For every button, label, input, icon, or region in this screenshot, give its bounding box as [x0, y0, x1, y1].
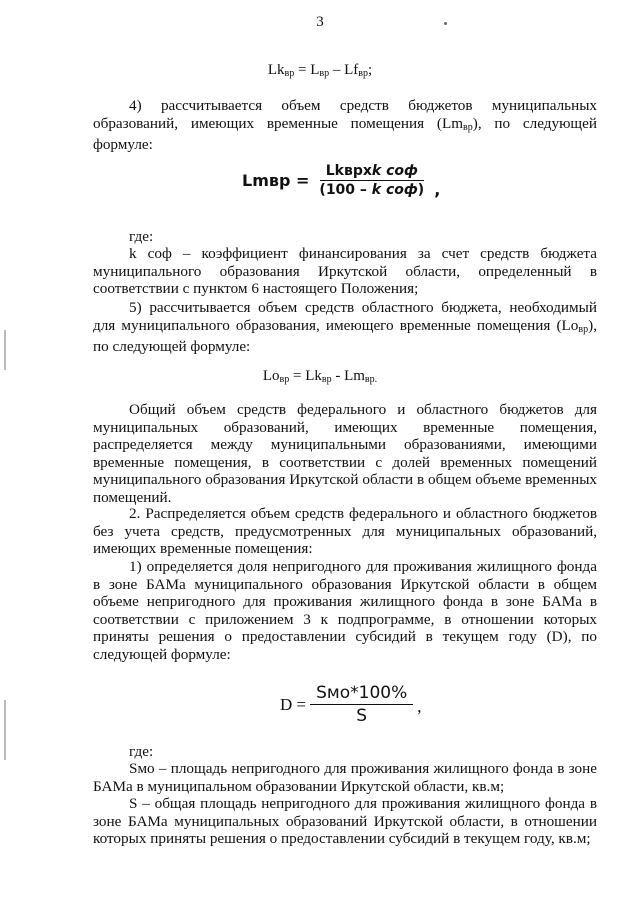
where-label-1: где:: [129, 228, 154, 245]
paragraph-item-4: 4) рассчитывается объем средств бюджетов муниципальных образований, имеющих временные помещения $(Lm_{вр})$, по следующей формуле:: [93, 97, 597, 154]
paragraph-item-2-1: 1) определяется доля непригодного для проживания жилищного фонда в зоне БАМа муниципального образования Иркутской области в общем объеме непригодного для проживания жилищного фонда в зоне БАМа в соответствии с приложением 3 к подпрограмме, в отношении которых приняты решения о предоставлении субсидий в текущем году (D), по следующей формуле:: [93, 558, 597, 663]
definition-ksof: k соф – коэффициент финансирования за счет средств бюджета муниципального образования Иркутской области, определенный в соответствии с пунктом 6 настоящего Положения;: [93, 245, 597, 298]
formula-d: D = $\frac{\text{Sмо*100\%}}{S}$ ,: [280, 683, 422, 726]
page-number: 3: [316, 14, 324, 30]
scan-edge-mark: [4, 700, 6, 760]
paragraph-item-2: 2. Распределяется объем средств федерального и областного бюджетов без учета средств, предусмотренных для муниципальных образований, имеющих временные помещения:: [93, 505, 597, 558]
scan-edge-mark: [4, 330, 6, 370]
formula-lm: Lmвр = $\frac{\text{Lkврxk соф}}{\text{(100 – k соф)}}$ ,: [242, 163, 441, 199]
paragraph-general-distribution: Общий объем средств федерального и областного бюджетов для муниципальных образований, имеющих временные помещения, распределяется между муниципальными образованиями, имеющими временные помещения, в соответствии с долей временных помещений муниципального образования Иркутской области в общем объеме временных помещений.: [93, 401, 597, 506]
formula-lo: $Lo_{вр} = Lk_{вр} - Lm_{вр.}$: [262, 368, 378, 385]
definition-smo: Sмо – площадь непригодного для проживания жилищного фонда в зоне БАМа в муниципальном образовании Иркутской области, кв.м;: [93, 760, 597, 795]
formula-lk: $Lk_{вр} = L_{вр} - Lf_{вр}$;: [267, 62, 373, 79]
where-label-2: где:: [129, 743, 154, 760]
paragraph-item-5: 5) рассчитывается объем средств областного бюджета, необходимый для муниципального образования, имеющего временные помещения $(Lo_{вр})$, по следующей формуле:: [93, 299, 597, 356]
definition-s: S – общая площадь непригодного для проживания жилищного фонда в зоне БАМа муниципальных образований Иркутской области, в отношении которых приняты решения о предоставлении субсидий в текущем году, кв.м;: [93, 795, 597, 848]
